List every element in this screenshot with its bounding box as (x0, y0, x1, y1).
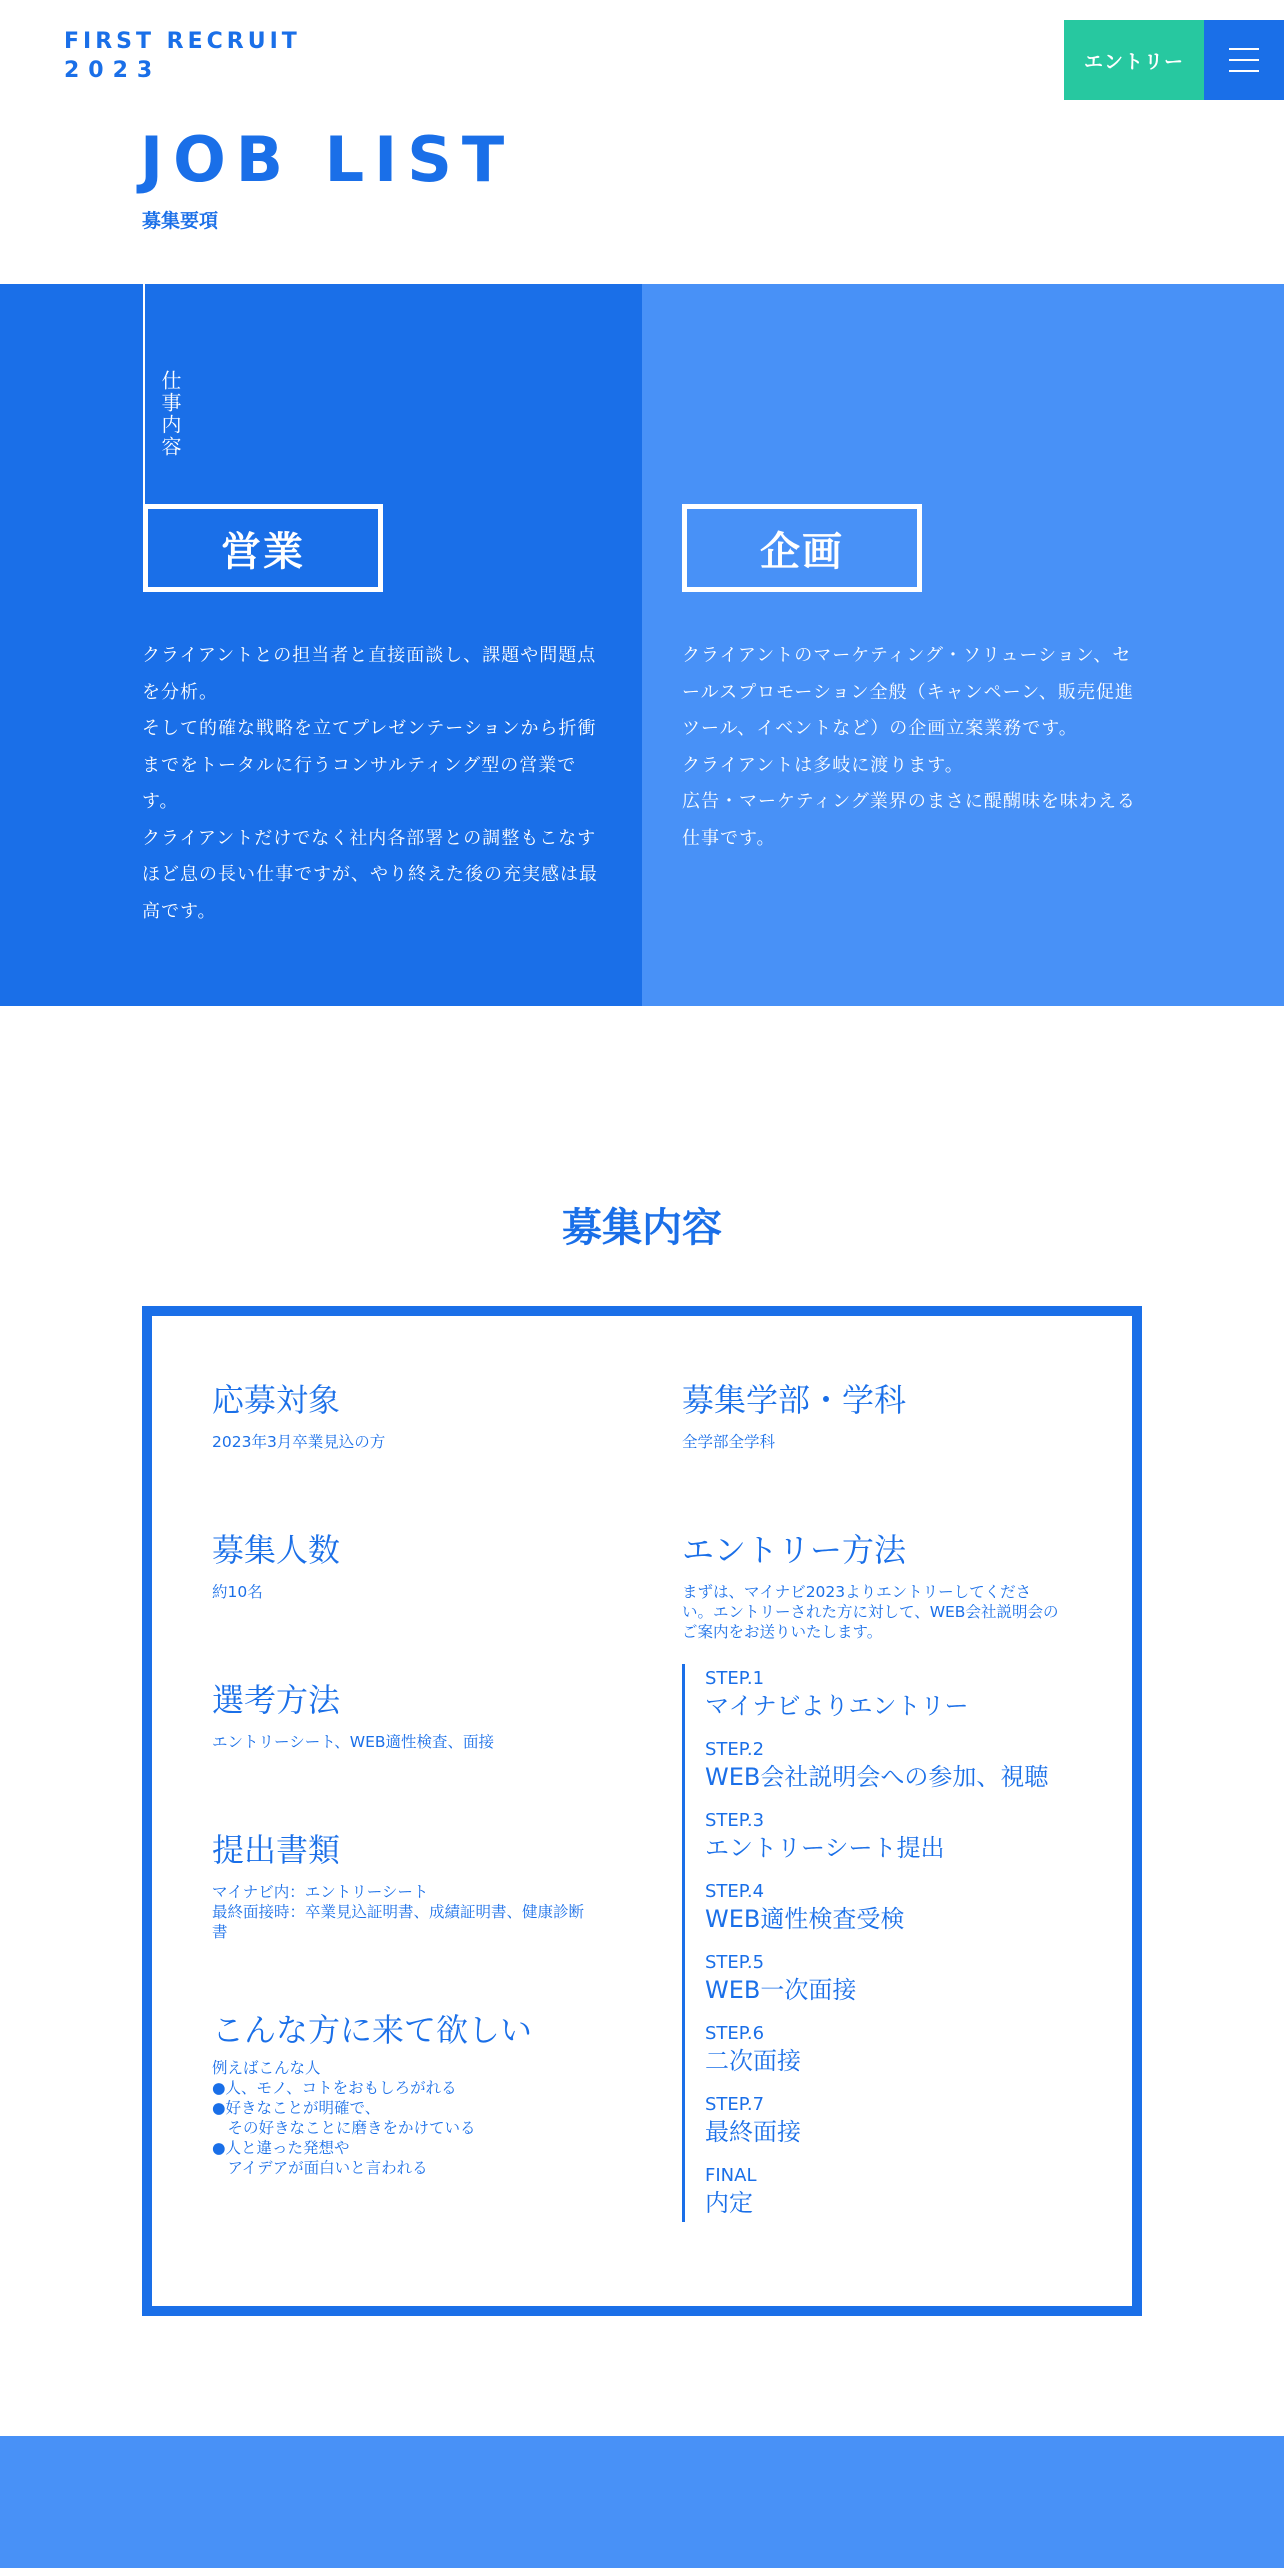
req-documents-line: 最終面接時：卒業見込証明書、成績証明書、健康診断 (212, 1903, 585, 1921)
planning-desc-line: ールスプロモーション全般（キャンペーン、販売促進 (682, 681, 1134, 703)
step-item (705, 2090, 1062, 2161)
step-name: WEB一次面接 (705, 1976, 857, 2004)
step-number: STEP.2 (705, 1739, 765, 1760)
job-content-vertical-label: 仕事内容 (158, 370, 182, 458)
planning-desc-line: 仕事です。 (682, 827, 776, 849)
req-headcount-value: 約10名 (212, 1583, 263, 1601)
req-entry-value (682, 1582, 1082, 1642)
req-wanted-line: その好きなことに磨きをかけている (212, 2119, 476, 2137)
logo-line-1: FIRST RECRUIT (64, 29, 301, 54)
step-item (705, 1806, 1062, 1877)
logo-line-2: 2023 (64, 58, 162, 83)
req-entry-line: まずは、マイナビ2023よりエントリーしてくださ (682, 1583, 1032, 1601)
site-logo[interactable] (64, 28, 301, 86)
req-wanted (212, 2010, 612, 2178)
page-subtitle: 募集要項 (142, 210, 219, 232)
step-item (705, 1877, 1062, 1948)
selection-steps (682, 1664, 1062, 2222)
menu-icon-bar (1229, 59, 1259, 61)
req-documents-line: 書 (212, 1923, 228, 1941)
entry-button[interactable]: エントリー (1064, 20, 1204, 100)
req-wanted-line: 例えばこんな人 (212, 2059, 321, 2077)
req-wanted-line: ●人と違った発想や (212, 2139, 350, 2157)
sales-desc-line: そして的確な戦略を立てプレゼンテーションから折衝 (142, 718, 597, 739)
step-item (705, 2019, 1062, 2090)
req-wanted-line: ●人、モノ、コトをおもしろがれる (212, 2079, 457, 2097)
vertical-divider-line (143, 284, 145, 506)
step-name: WEB適性検査受検 (705, 1905, 905, 1933)
sales-desc-line: クライアントとの担当者と直接面談し、課題や問題点 (142, 645, 597, 666)
menu-icon-bar (1229, 70, 1259, 72)
req-headcount (212, 1530, 612, 1602)
step-number: STEP.7 (705, 2094, 765, 2115)
page-title: JOB LIST (140, 123, 515, 196)
planning-desc-line: クライアントは多岐に渡ります。 (682, 754, 964, 776)
req-target-value: 2023年3月卒業見込の方 (212, 1433, 386, 1451)
sales-desc-line: 高です。 (142, 900, 217, 922)
step-number: STEP.1 (705, 1668, 765, 1689)
sales-desc-line: を分析。 (142, 681, 218, 703)
step-item (705, 1948, 1062, 2019)
req-headcount-label: 募集人数 (212, 1531, 341, 1569)
req-documents (212, 1830, 612, 1942)
sales-desc-line: クライアントだけでなく社内各部署との調整もこなす (142, 827, 597, 849)
menu-icon-bar (1229, 48, 1259, 50)
req-documents-line: マイナビ内：エントリーシート (212, 1883, 429, 1901)
step-number: STEP.5 (705, 1952, 765, 1973)
req-wanted-label: こんな方に来て欲しい (212, 2011, 533, 2049)
req-target-label: 応募対象 (212, 1381, 341, 1419)
req-selection-value: エントリーシート、WEB適性検査、面接 (212, 1733, 495, 1751)
req-faculty-value: 全学部全学科 (682, 1433, 776, 1451)
requirements-title: 募集内容 (562, 1205, 722, 1251)
planning-desc-line: ツール、イベントなど）の企画立案業務です。 (682, 718, 1078, 739)
req-faculty-label: 募集学部・学科 (682, 1381, 907, 1419)
req-documents-label: 提出書類 (212, 1831, 341, 1869)
req-wanted-value (212, 2058, 612, 2178)
req-selection-label: 選考方法 (212, 1681, 341, 1719)
req-entry-line: い。エントリーされた方に対して、WEB会社説明会の (682, 1603, 1059, 1621)
req-target (212, 1380, 612, 1452)
planning-description (682, 638, 1152, 857)
step-item (705, 1664, 1062, 1735)
footer-band (0, 2436, 1284, 2568)
step-name: 内定 (705, 2189, 753, 2217)
step-number: STEP.3 (705, 1810, 765, 1831)
req-entry-method (682, 1530, 1082, 1642)
step-name: 二次面接 (705, 2047, 801, 2075)
step-number: STEP.4 (705, 1881, 765, 1902)
step-number: STEP.6 (705, 2023, 765, 2044)
planning-desc-line: クライアントのマーケティング・ソリューション、セ (682, 645, 1132, 666)
sales-title-box: 営業 (143, 504, 383, 592)
req-entry-label: エントリー方法 (682, 1531, 907, 1569)
step-item (705, 1735, 1062, 1806)
step-name: マイナビよりエントリー (705, 1692, 969, 1720)
planning-desc-line: 広告・マーケティング業界のまさに醍醐味を味わえる (682, 791, 1136, 812)
sales-description (142, 638, 612, 930)
req-wanted-line: アイデアが面白いと言われる (212, 2159, 428, 2177)
req-wanted-line: ●好きなことが明確で、 (212, 2099, 381, 2117)
step-name: WEB会社説明会への参加、視聴 (705, 1763, 1049, 1791)
hamburger-menu-button[interactable] (1204, 20, 1284, 100)
step-name: 最終面接 (705, 2118, 801, 2146)
step-name: エントリーシート提出 (705, 1834, 945, 1862)
step-item (705, 2161, 1062, 2232)
sales-desc-line: す。 (142, 791, 179, 812)
req-documents-value (212, 1882, 612, 1942)
sales-desc-line: までをトータルに行うコンサルティング型の営業で (142, 754, 577, 776)
sales-desc-line: ほど息の長い仕事ですが、やり終えた後の充実感は最 (142, 864, 598, 885)
planning-title-box: 企画 (682, 504, 922, 592)
req-entry-line: ご案内をお送りいたします。 (682, 1623, 883, 1641)
req-selection (212, 1680, 612, 1752)
req-faculty (682, 1380, 1082, 1452)
step-number: FINAL (705, 2165, 757, 2186)
